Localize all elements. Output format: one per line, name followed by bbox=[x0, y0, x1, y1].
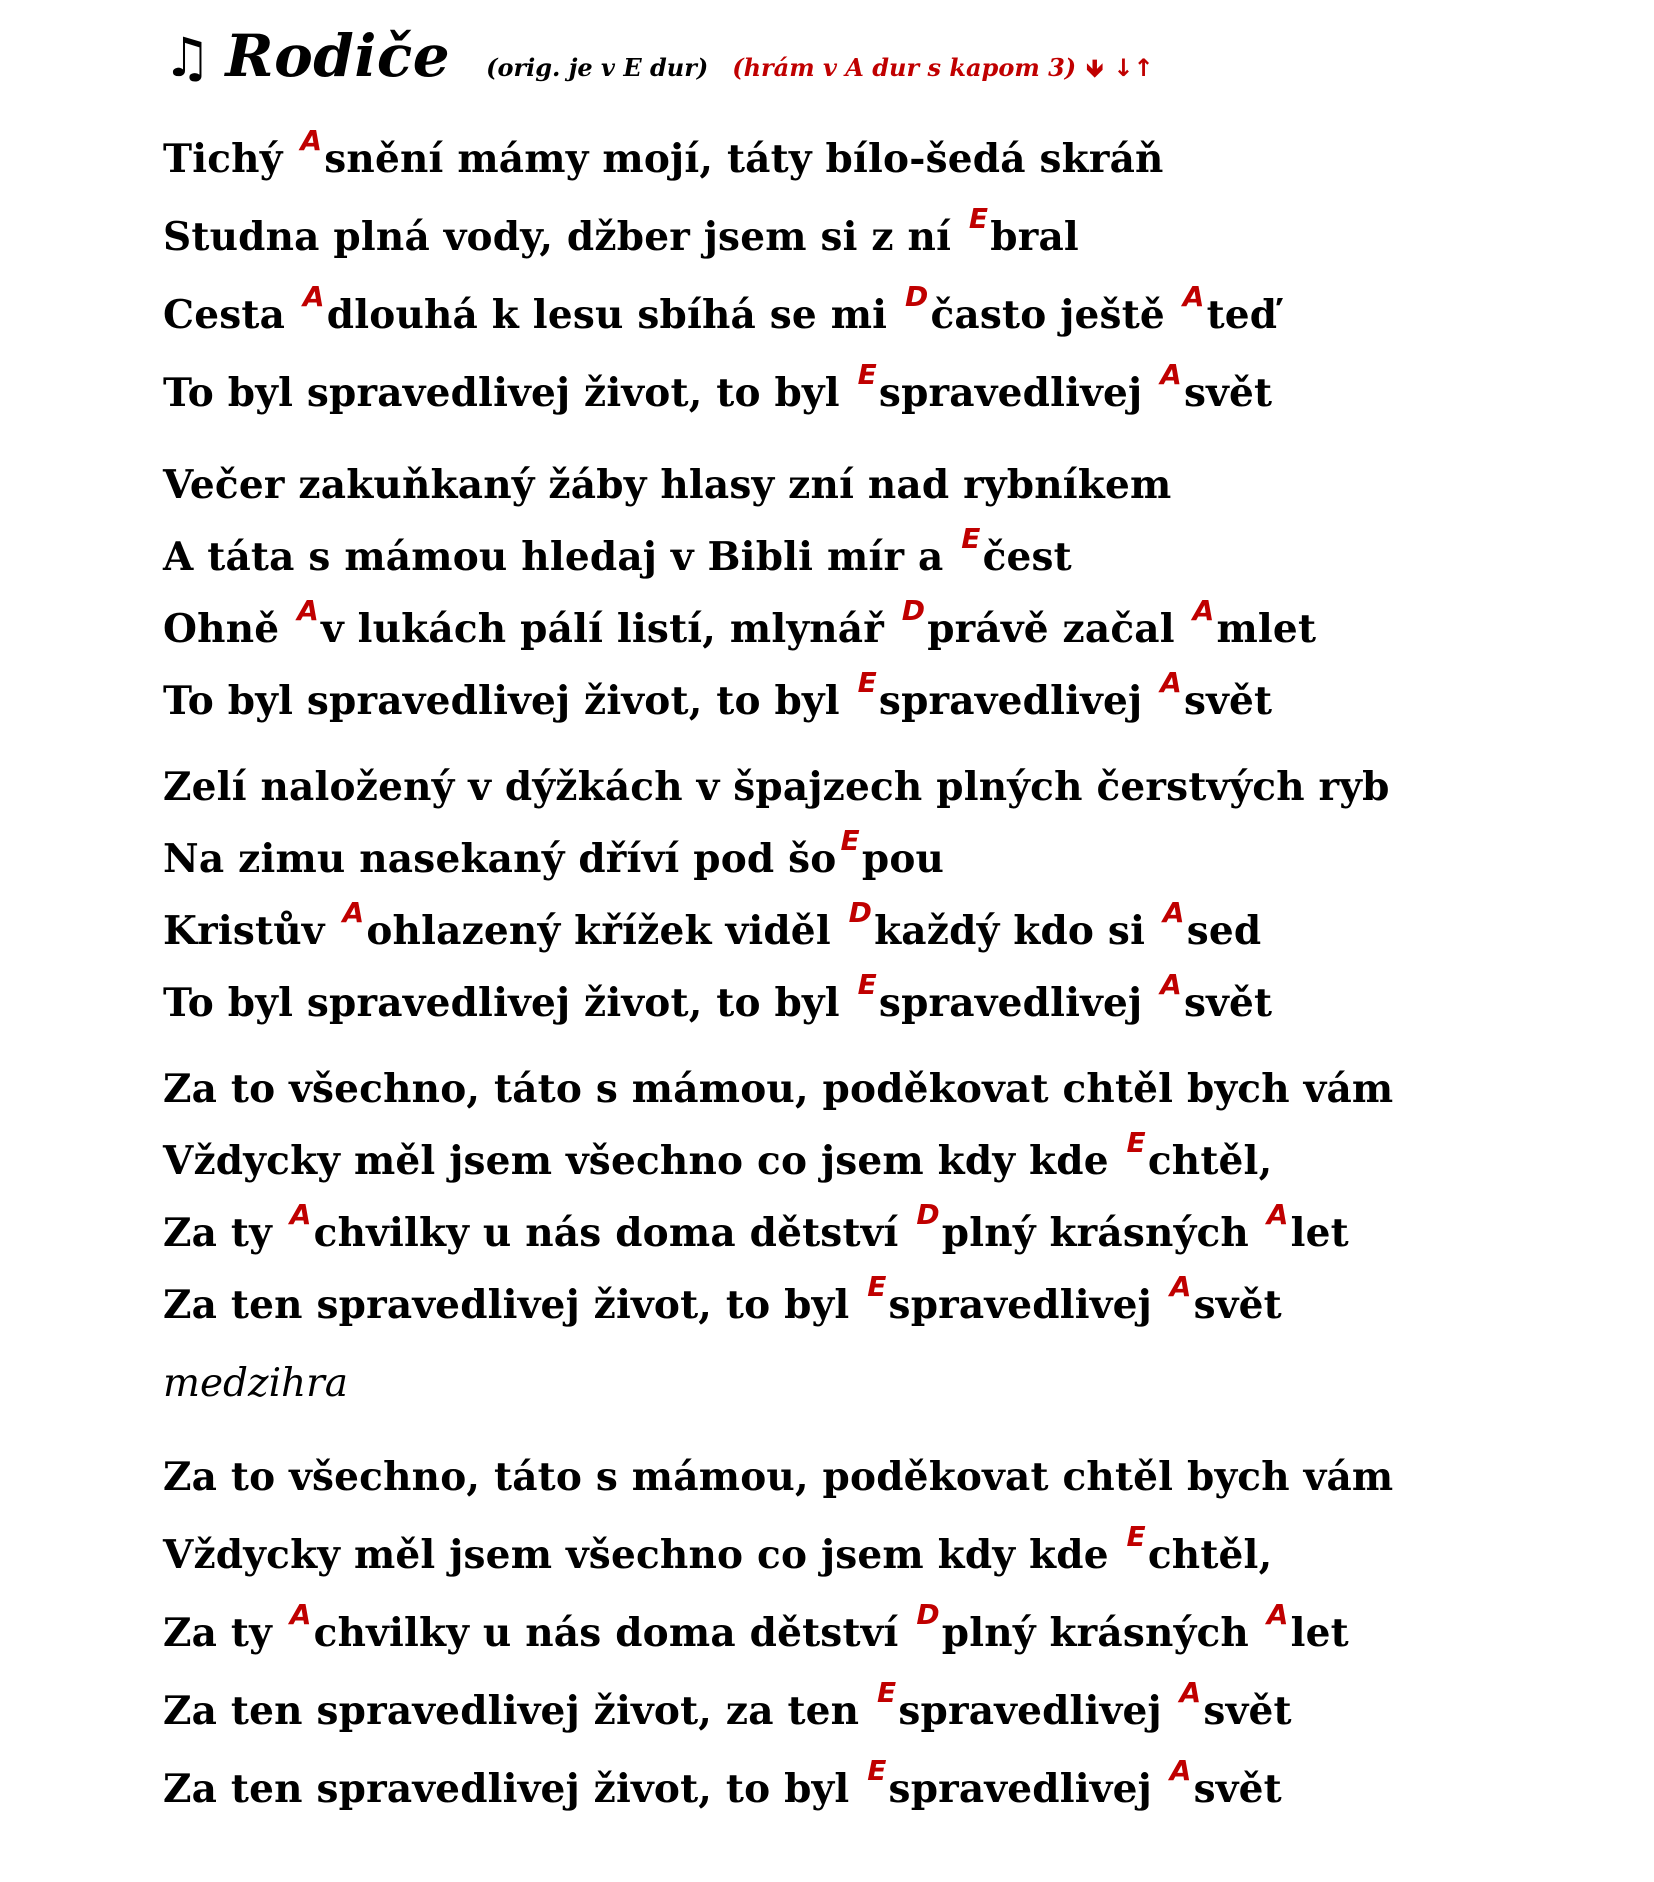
chord-label: A bbox=[300, 124, 323, 157]
lyric-text: plný krásných bbox=[941, 1610, 1263, 1656]
stanza bbox=[163, 748, 1623, 1036]
lyric-line bbox=[163, 1594, 1623, 1672]
chord-label: A bbox=[289, 1598, 312, 1631]
lyric-text: Vždycky měl jsem všechno co jsem kdy kde bbox=[163, 1138, 1123, 1184]
lyric-text: často ještě bbox=[930, 292, 1179, 338]
chord-label: D bbox=[916, 1198, 940, 1231]
lyric-text: chvilky u nás doma dětství bbox=[313, 1210, 913, 1256]
lyric-text: dlouhá k lesu sbíhá se mi bbox=[326, 292, 901, 338]
lyric-line bbox=[163, 1438, 1623, 1516]
lyric-line bbox=[163, 120, 1623, 198]
chord-label: A bbox=[289, 1198, 312, 1231]
capo-note: (hrám v A dur s kapom 3) bbox=[732, 53, 1077, 82]
lyric-text: spravedlivej bbox=[878, 370, 1157, 416]
chord-label: A bbox=[1182, 280, 1205, 313]
chord-label: A bbox=[342, 896, 365, 929]
chord-label: A bbox=[1266, 1598, 1289, 1631]
lyric-line bbox=[163, 446, 1623, 518]
lyric-text: spravedlivej bbox=[888, 1766, 1166, 1812]
song-header bbox=[163, 22, 1623, 102]
interlude-label: medzihra bbox=[163, 1361, 349, 1406]
lyric-text: Tichý bbox=[163, 136, 297, 182]
lyric-text: A táta s mámou hledaj v Bibli mír a bbox=[163, 534, 958, 580]
lyric-line bbox=[163, 820, 1623, 892]
lyric-text: mlet bbox=[1216, 606, 1317, 652]
chord-label: A bbox=[302, 280, 325, 313]
lyric-text: Za ten spravedlivej život, to byl bbox=[163, 1282, 864, 1328]
stanza bbox=[163, 446, 1623, 734]
lyric-text: právě začal bbox=[927, 606, 1189, 652]
lyric-text: spravedlivej bbox=[878, 678, 1157, 724]
chord-label: E bbox=[857, 358, 877, 391]
lyric-text: Večer zakuňkaný žáby hlasy zní nad rybníkem bbox=[163, 462, 1172, 508]
stanza bbox=[163, 1050, 1623, 1338]
lyric-line bbox=[163, 198, 1623, 276]
lyric-text: teď bbox=[1206, 292, 1278, 338]
lyric-text: svět bbox=[1183, 678, 1273, 724]
chord-label: A bbox=[297, 594, 319, 627]
lyric-text: Zelí naložený v dýžkách v špajzech plných čerstvých ryb bbox=[163, 764, 1390, 810]
lyric-text: spravedlivej bbox=[898, 1688, 1176, 1734]
lyrics bbox=[163, 120, 1623, 1828]
chord-label: E bbox=[857, 666, 877, 699]
lyric-text: chvilky u nás doma dětství bbox=[313, 1610, 913, 1656]
chord-label: D bbox=[916, 1598, 940, 1631]
transpose-down-icon[interactable]: 🡻 bbox=[1086, 54, 1104, 82]
chord-label: A bbox=[1192, 594, 1215, 627]
lyric-line bbox=[163, 964, 1623, 1036]
lyric-text: svět bbox=[1183, 980, 1273, 1026]
lyric-line bbox=[163, 518, 1623, 590]
lyric-text: Za ty bbox=[163, 1210, 286, 1256]
chord-label: E bbox=[968, 202, 989, 235]
lyric-line bbox=[163, 1194, 1623, 1266]
lyric-line bbox=[163, 276, 1623, 354]
lyric-line bbox=[163, 1516, 1623, 1594]
lyric-text: svět bbox=[1183, 370, 1273, 416]
lyric-text: čest bbox=[982, 534, 1072, 580]
lyric-line bbox=[163, 354, 1623, 432]
lyric-line bbox=[163, 1672, 1623, 1750]
lyric-text: Studna plná vody, džber jsem si z ní bbox=[163, 214, 965, 260]
chord-label: E bbox=[1126, 1126, 1146, 1159]
chord-label: E bbox=[961, 522, 981, 555]
chord-label: E bbox=[867, 1754, 887, 1787]
chord-label: A bbox=[1162, 896, 1185, 929]
chord-label: E bbox=[867, 1270, 887, 1303]
song-sheet bbox=[163, 22, 1623, 1842]
chord-label: E bbox=[1126, 1520, 1146, 1553]
lyric-line bbox=[163, 662, 1623, 734]
chord-label: E bbox=[840, 824, 860, 857]
lyric-text: každý kdo si bbox=[874, 908, 1159, 954]
original-key-note: (orig. je v E dur) bbox=[486, 53, 709, 82]
lyric-text: svět bbox=[1193, 1282, 1282, 1328]
lyric-text: ohlazený křížek viděl bbox=[366, 908, 845, 954]
lyric-text: Za ten spravedlivej život, za ten bbox=[163, 1688, 874, 1734]
lyric-line bbox=[163, 1050, 1623, 1122]
chord-label: A bbox=[1160, 666, 1182, 699]
chord-label: A bbox=[1160, 968, 1182, 1001]
lyric-text: pou bbox=[861, 836, 945, 882]
chord-label: A bbox=[1169, 1754, 1192, 1787]
lyric-text: let bbox=[1290, 1210, 1349, 1256]
chord-label: E bbox=[857, 968, 877, 1001]
chord-label: A bbox=[1266, 1198, 1289, 1231]
chord-label: A bbox=[1160, 358, 1182, 391]
lyric-text: To byl spravedlivej život, to byl bbox=[163, 980, 854, 1026]
lyric-text: svět bbox=[1203, 1688, 1292, 1734]
lyric-text: To byl spravedlivej život, to byl bbox=[163, 678, 854, 724]
lyric-line bbox=[163, 892, 1623, 964]
lyric-line bbox=[163, 1266, 1623, 1338]
lyric-line bbox=[163, 748, 1623, 820]
song-title: Rodiče bbox=[225, 22, 451, 90]
lyric-text: v lukách pálí listí, mlynář bbox=[320, 606, 898, 652]
lyric-text: Za to všechno, táto s mámou, poděkovat chtěl bych vám bbox=[163, 1066, 1394, 1112]
chord-label: D bbox=[904, 280, 929, 313]
lyric-text: Cesta bbox=[163, 292, 299, 338]
lyric-text: sed bbox=[1186, 908, 1262, 954]
lyric-text: plný krásných bbox=[941, 1210, 1263, 1256]
lyric-line bbox=[163, 1122, 1623, 1194]
lyric-text: bral bbox=[990, 214, 1079, 260]
chord-label: A bbox=[1179, 1676, 1202, 1709]
chord-label: D bbox=[901, 594, 926, 627]
lyric-line bbox=[163, 1750, 1623, 1828]
lyric-text: let bbox=[1290, 1610, 1349, 1656]
lyric-text: Za ten spravedlivej život, to byl bbox=[163, 1766, 864, 1812]
lyric-line bbox=[163, 590, 1623, 662]
lyric-text: svět bbox=[1193, 1766, 1282, 1812]
chord-label: D bbox=[848, 896, 873, 929]
lyric-text: Vždycky měl jsem všechno co jsem kdy kde bbox=[163, 1532, 1123, 1578]
lyric-text: chtěl, bbox=[1147, 1138, 1273, 1184]
lyric-text: spravedlivej bbox=[888, 1282, 1166, 1328]
chord-label: A bbox=[1169, 1270, 1192, 1303]
music-note-icon: ♫ bbox=[163, 26, 212, 89]
lyric-text: Na zimu nasekaný dříví pod šo bbox=[163, 836, 837, 882]
lyric-text: chtěl, bbox=[1147, 1532, 1273, 1578]
lyric-text: Za to všechno, táto s mámou, poděkovat chtěl bych vám bbox=[163, 1454, 1394, 1500]
lyric-text: Za ty bbox=[163, 1610, 286, 1656]
transpose-toggle-icon[interactable]: ↓↑ bbox=[1113, 54, 1154, 82]
stanza bbox=[163, 120, 1623, 432]
lyric-text: snění mámy mojí, táty bílo-šedá skráň bbox=[324, 136, 1164, 182]
lyric-text: spravedlivej bbox=[878, 980, 1157, 1026]
chord-label: E bbox=[877, 1676, 897, 1709]
stanza bbox=[163, 1438, 1623, 1828]
lyric-text: Kristův bbox=[163, 908, 339, 954]
lyric-text: To byl spravedlivej život, to byl bbox=[163, 370, 854, 416]
lyric-text: Ohně bbox=[163, 606, 294, 652]
